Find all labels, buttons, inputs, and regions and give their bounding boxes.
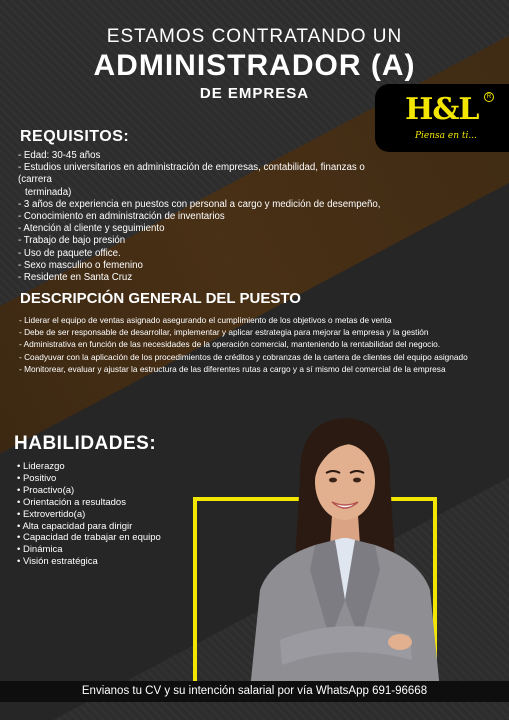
company-logo bbox=[375, 84, 509, 152]
requisitos-list bbox=[18, 150, 398, 284]
requisitos-title: REQUISITOS: bbox=[20, 128, 130, 145]
descripcion-title: DESCRIPCIÓN GENERAL DEL PUESTO bbox=[20, 290, 301, 307]
header-line1: ESTAMOS CONTRATANDO UN bbox=[106, 26, 403, 47]
list-item: - Coadyuvar con la aplicación de los procedimientos de créditos y cobranzas de la cartera de clientes del equipo asignado bbox=[19, 351, 468, 362]
list-item: • Positivo bbox=[17, 472, 57, 484]
list-item: - Conocimiento en administración de inventarios bbox=[18, 211, 225, 223]
list-item: - Liderar el equipo de ventas asignado asegurando el cumplimiento de los objetivos o metas de venta bbox=[19, 315, 392, 325]
registered-mark-icon: R bbox=[484, 92, 494, 102]
descripcion-list bbox=[19, 314, 507, 375]
list-item: - Edad: 30-45 años bbox=[18, 150, 101, 161]
footer-cta: Envianos tu CV y su intención salarial por vía WhatsApp 691-96668 bbox=[0, 681, 509, 702]
list-item: - Debe de ser responsable de desarrollar, implementar y aplicar estrategia para mejorar la empresa y la gestión bbox=[19, 327, 429, 338]
list-item: - Administrativa en función de las necesidades de la operación comercial, manteniendo la rentabilidad del negocio. bbox=[19, 339, 441, 350]
list-item: • Extrovertido(a) bbox=[17, 508, 86, 520]
list-item: - Uso de paquete office. bbox=[18, 247, 121, 259]
list-item: • Dinámica bbox=[17, 544, 63, 556]
list-item: - Estudios universitarios en administración de empresas, contabilidad, finanzas o (carrera bbox=[18, 162, 365, 186]
list-item: - Residente en Santa Cruz bbox=[18, 272, 133, 284]
list-item: • Visión estratégica bbox=[17, 556, 98, 568]
list-item: - Atención al cliente y seguimiento bbox=[18, 223, 165, 235]
header-job-title: ADMINISTRADOR (A) bbox=[93, 49, 416, 82]
list-item: • Proactivo(a) bbox=[17, 484, 75, 496]
list-item: • Orientación a resultados bbox=[17, 496, 126, 508]
logo-slogan: Piensa en ti... bbox=[415, 131, 477, 141]
list-item: - Sexo masculino o femenino bbox=[18, 259, 143, 271]
habilidades-list bbox=[17, 461, 217, 568]
list-item: - Trabajo de bajo presión bbox=[18, 235, 126, 247]
list-item: • Alta capacidad para dirigir bbox=[17, 520, 133, 532]
habilidades-title: HABILIDADES: bbox=[14, 433, 157, 454]
list-item: • Liderazgo bbox=[17, 461, 65, 472]
businesswoman-photo bbox=[240, 410, 450, 690]
list-item: • Capacidad de trabajar en equipo bbox=[17, 532, 161, 544]
list-item: - 3 años de experiencia en puestos con personal a cargo y medición de desempeño, bbox=[18, 198, 381, 210]
logo-brand: H&L bbox=[405, 92, 479, 127]
header-line3: DE EMPRESA bbox=[199, 85, 310, 102]
list-item: - Monitorear, evaluar y ajustar la estructura de las diferentes rutas a cargo y a sí mismo del comercial de la empresa bbox=[19, 363, 446, 374]
list-item: terminada) bbox=[25, 186, 72, 198]
